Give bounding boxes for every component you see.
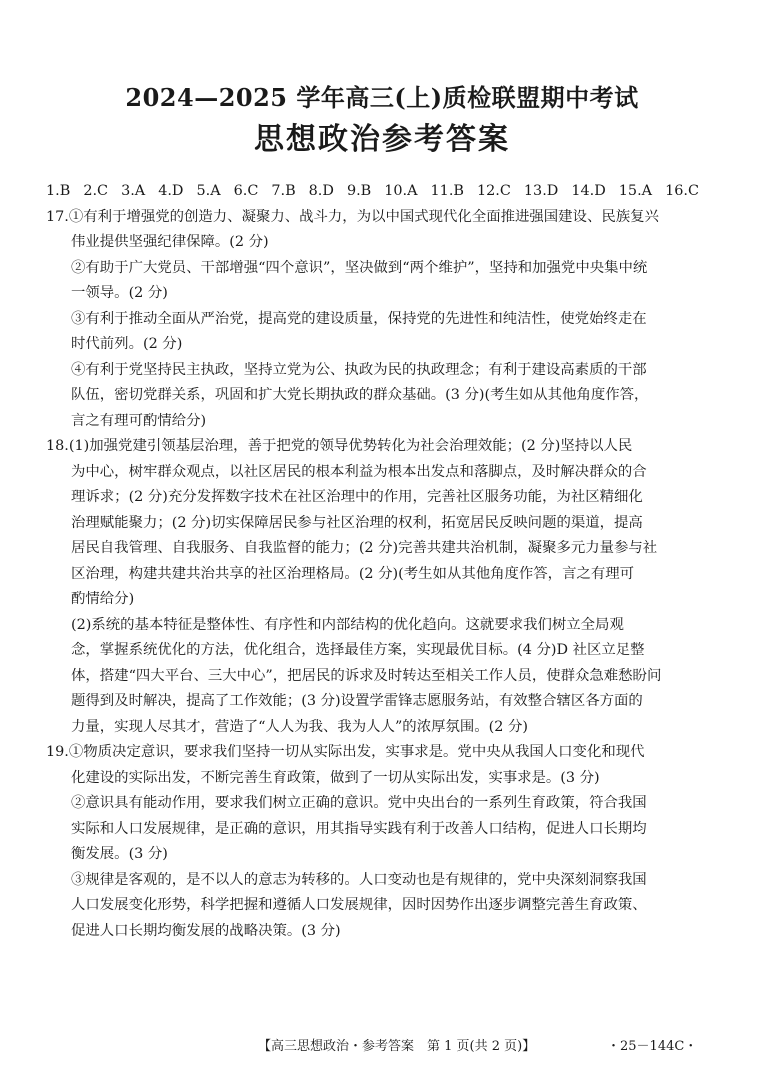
mc-answer: 12.C (477, 183, 511, 199)
question-17 (46, 205, 716, 435)
answer-line: ②意识具有能动作用，要求我们树立正确的意识。党中央出台的一系列生育政策，符合我国 (71, 795, 647, 811)
exam-title: 2024—2025 学年高三(上)质检联盟期中考试 (125, 83, 639, 112)
mc-answer: 7.B (271, 183, 296, 199)
mc-answer: 3.A (121, 183, 146, 199)
answer-line: 为中心，树牢群众观点，以社区居民的根本利益为根本出发点和落脚点，及时解决群众的合 (71, 463, 647, 480)
answer-line: 区治理，构建共建共治共享的社区治理格局。(2 分)(考生如从其他角度作答，言之有理可 (71, 565, 635, 582)
mc-answer: 9.B (346, 183, 372, 199)
mc-answer: 6.C (233, 183, 259, 199)
answer-subtitle: 思想政治参考答案 (254, 122, 510, 157)
answer-line: 治理赋能聚力；(2 分)切实保障居民参与社区治理的权利，拓宽居民反映问题的渠道，提高 (71, 514, 643, 531)
mc-answer: 14.D (571, 183, 606, 199)
answer-line: 促进人口长期均衡发展的战略决策。(3 分) (71, 922, 341, 939)
footer-page-info: 【高三思想政治・参考答案 第 1 页(共 2 页)】 (258, 1039, 536, 1054)
answer-line: 实际和人口发展规律，是正确的意识，用其指导实践有利于改善人口结构，促进人口长期均 (71, 820, 647, 837)
mc-answer: 1.B (46, 183, 71, 199)
answer-line: 时代前列。(2 分) (71, 336, 183, 352)
answer-line: 言之有理可酌情给分) (71, 412, 207, 429)
answer-line: 人口发展变化形势，科学把握和遵循人口发展规律，因时因势作出逐步调整完善生育政策、 (71, 897, 647, 913)
answer-line: 酌情给分) (71, 591, 135, 607)
mc-answer: 10.A (384, 183, 418, 199)
answer-line: ②有助于广大党员、干部增强“四个意识”，坚决做到“两个维护”，坚持和加强党中央集中统 (71, 259, 648, 276)
answer-line: 17.①有利于增强党的创造力、凝聚力、战斗力，为以中国式现代化全面推进强国建设、民族复兴 (46, 208, 659, 225)
answer-line: ③有利于推动全面从严治党，提高党的建设质量，保持党的先进性和纯洁性，使党始终走在 (71, 310, 647, 327)
mc-answer: 4.D (158, 183, 184, 199)
mc-answer: 11.B (430, 183, 464, 199)
answer-line: 体，搭建“四大平台、三大中心”，把居民的诉求及时转达至相关工作人员，使群众急难愁盼问 (71, 667, 662, 684)
answer-line: 力量，实现人尽其才，营造了“人人为我、我为人人”的浓厚氛围。(2 分) (71, 718, 529, 735)
footer-code: ・25－144C・ (607, 1039, 698, 1054)
answer-line: 衡发展。(3 分) (71, 846, 168, 862)
multiple-choice-answers (46, 179, 716, 205)
answer-line: ④有利于党坚持民主执政，坚持立党为公、执政为民的执政理念；有利于建设高素质的干部 (71, 361, 647, 378)
mc-answer: 8.D (308, 183, 334, 199)
mc-answer: 16.C (665, 183, 699, 199)
answer-line: 伟业提供坚强纪律保障。(2 分) (71, 234, 269, 250)
answer-line: 理诉求；(2 分)充分发挥数字技术在社区治理中的作用，完善社区服务功能，为社区精细化 (71, 489, 643, 505)
question-18 (46, 434, 716, 740)
answer-line: 19.①物质决定意识，要求我们坚持一切从实际出发，实事求是。党中央从我国人口变化和现代 (46, 744, 645, 760)
answer-line: 一领导。(2 分) (71, 285, 168, 301)
answer-line: 18.(1)加强党建引领基层治理，善于把党的领导优势转化为社会治理效能；(2 分)坚持以人民 (46, 438, 633, 454)
answer-line: 题得到及时解决，提高了工作效能；(3 分)设置学雷锋志愿服务站，有效整合辖区各方面的 (71, 693, 643, 709)
answer-line: 居民自我管理、自我服务、自我监督的能力；(2 分)完善共建共治机制，凝聚多元力量参与社 (71, 540, 658, 556)
answer-body (46, 179, 716, 944)
answer-line: 化建设的实际出发，不断完善生育政策，做到了一切从实际出发，实事求是。(3 分) (71, 769, 600, 786)
answer-line: 队伍，密切党群关系，巩固和扩大党长期执政的群众基础。(3 分)(考生如从其他角度作答， (71, 387, 649, 403)
answer-line: ③规律是客观的，是不以人的意志为转移的。人口变动也是有规律的，党中央深刻洞察我国 (71, 871, 647, 888)
mc-answer: 15.A (618, 183, 653, 199)
mc-answer: 2.C (83, 183, 109, 199)
question-19 (46, 740, 716, 944)
mc-answer: 5.A (196, 183, 221, 199)
mc-answer: 13.D (523, 183, 559, 199)
answer-line: (2)系统的基本特征是整体性、有序性和内部结构的优化趋向。这就要求我们树立全局观 (71, 616, 624, 633)
answer-line: 念，掌握系统优化的方法，优化组合，选择最佳方案，实现最优目标。(4 分)D 社区立足整 (71, 642, 645, 658)
